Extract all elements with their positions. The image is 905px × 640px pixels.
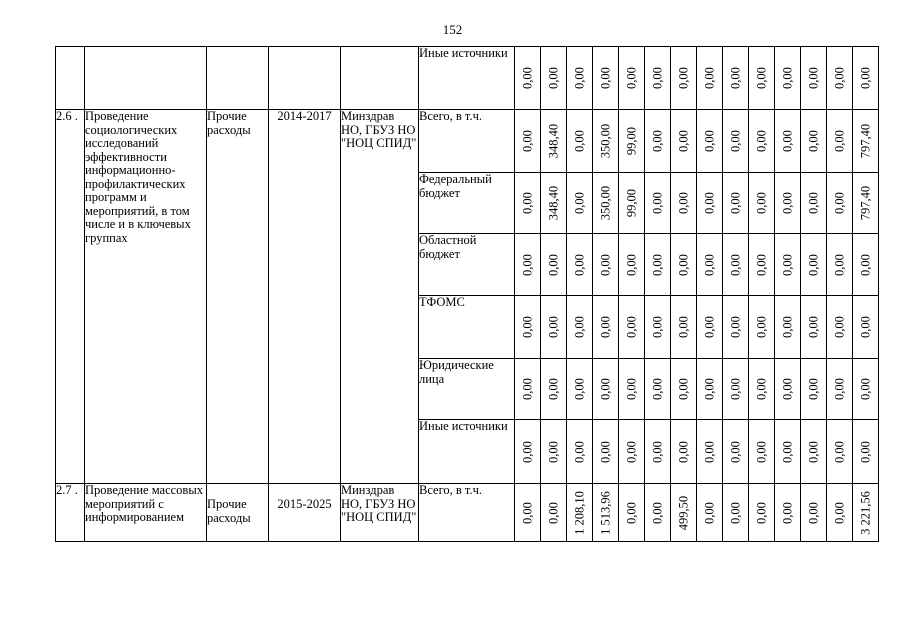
amount-cell xyxy=(723,110,749,173)
item-name: Проведение массовых мероприятий с информированием xyxy=(85,484,207,542)
amount-value: 0,00 xyxy=(753,501,768,524)
amount-value: 0,00 xyxy=(545,253,560,276)
amount-value: 0,00 xyxy=(753,378,768,400)
amount-value: 0,00 xyxy=(545,501,560,524)
amount-cell xyxy=(541,110,567,173)
funding-source: Иные источники xyxy=(419,420,515,484)
amount-cell xyxy=(775,359,801,420)
amount-value: 0,00 xyxy=(727,130,742,152)
amount-value: 0,00 xyxy=(779,130,794,152)
amount-value: 0,00 xyxy=(701,192,716,214)
amount-cell xyxy=(697,359,723,420)
amount-cell xyxy=(697,296,723,359)
amount-cell xyxy=(723,173,749,234)
expense-type xyxy=(207,47,269,110)
amount-cell xyxy=(853,173,879,234)
amount-cell xyxy=(853,484,879,542)
amount-value: 99,00 xyxy=(623,126,638,156)
amount-value: 0,00 xyxy=(649,501,664,524)
amount-cell xyxy=(541,359,567,420)
amount-value: 0,00 xyxy=(649,316,664,338)
amount-cell xyxy=(619,359,645,420)
amount-cell xyxy=(775,173,801,234)
amount-value: 99,00 xyxy=(623,188,638,218)
item-name: Проведение социологических исследований эффективности информационно-профилактических программ и мероприятий, в том числе и в ключевых группах xyxy=(85,110,207,484)
amount-value: 0,00 xyxy=(727,316,742,338)
amount-value: 0,00 xyxy=(597,378,612,400)
table-body xyxy=(56,47,879,542)
amount-value: 0,00 xyxy=(571,130,586,152)
amount-value: 0,00 xyxy=(805,253,820,276)
amount-cell xyxy=(515,296,541,359)
amount-cell xyxy=(749,484,775,542)
amount-value: 0,00 xyxy=(753,67,768,89)
amount-cell xyxy=(645,420,671,484)
amount-cell xyxy=(775,296,801,359)
amount-value: 0,00 xyxy=(831,192,846,214)
amount-value: 0,00 xyxy=(831,440,846,463)
amount-value: 0,00 xyxy=(649,67,664,89)
amount-value: 0,00 xyxy=(519,378,534,400)
amount-cell xyxy=(827,484,853,542)
amount-cell xyxy=(619,110,645,173)
amount-value: 0,00 xyxy=(805,378,820,400)
amount-value: 0,00 xyxy=(675,130,690,152)
executor: Минздрав НО, ГБУЗ НО "НОЦ СПИД" xyxy=(341,110,419,484)
amount-cell xyxy=(567,359,593,420)
amount-cell xyxy=(541,484,567,542)
amount-value: 0,00 xyxy=(675,440,690,463)
amount-value: 0,00 xyxy=(779,253,794,276)
amount-cell xyxy=(749,47,775,110)
amount-value: 0,00 xyxy=(571,440,586,463)
amount-value: 0,00 xyxy=(519,130,534,152)
funding-source: Юридические лица xyxy=(419,359,515,420)
amount-cell xyxy=(697,484,723,542)
amount-cell xyxy=(801,234,827,296)
amount-value: 0,00 xyxy=(857,378,872,400)
amount-cell xyxy=(593,420,619,484)
amount-cell xyxy=(827,110,853,173)
amount-value: 0,00 xyxy=(701,378,716,400)
amount-value: 0,00 xyxy=(857,440,872,463)
amount-value: 0,00 xyxy=(753,253,768,276)
amount-cell xyxy=(593,110,619,173)
amount-value: 0,00 xyxy=(857,67,872,89)
amount-cell xyxy=(541,296,567,359)
amount-value: 0,00 xyxy=(597,253,612,276)
amount-value: 0,00 xyxy=(831,253,846,276)
amount-value: 0,00 xyxy=(701,67,716,89)
amount-value: 0,00 xyxy=(649,253,664,276)
period: 2014-2017 xyxy=(269,110,341,484)
amount-value: 0,00 xyxy=(623,378,638,400)
amount-cell xyxy=(697,234,723,296)
amount-value: 797,40 xyxy=(857,185,872,221)
amount-value: 0,00 xyxy=(571,253,586,276)
amount-cell xyxy=(853,110,879,173)
funding-source: Иные источники xyxy=(419,47,515,110)
amount-cell xyxy=(515,47,541,110)
amount-value: 0,00 xyxy=(727,192,742,214)
amount-cell xyxy=(541,420,567,484)
amount-cell xyxy=(853,47,879,110)
amount-value: 0,00 xyxy=(519,253,534,276)
amount-cell xyxy=(671,173,697,234)
amount-value: 0,00 xyxy=(675,192,690,214)
amount-cell xyxy=(801,359,827,420)
amount-cell xyxy=(645,296,671,359)
amount-cell xyxy=(515,173,541,234)
amount-value: 0,00 xyxy=(727,67,742,89)
amount-cell xyxy=(671,359,697,420)
amount-cell xyxy=(749,420,775,484)
amount-cell xyxy=(671,47,697,110)
amount-value: 0,00 xyxy=(753,130,768,152)
amount-value: 0,00 xyxy=(519,501,534,524)
amount-cell xyxy=(853,420,879,484)
amount-cell xyxy=(697,47,723,110)
amount-cell xyxy=(775,420,801,484)
amount-value: 0,00 xyxy=(779,67,794,89)
amount-value: 0,00 xyxy=(857,253,872,276)
amount-value: 0,00 xyxy=(805,501,820,524)
amount-value: 0,00 xyxy=(805,316,820,338)
amount-cell xyxy=(593,234,619,296)
item-number xyxy=(56,47,85,110)
period: 2015-2025 xyxy=(269,484,341,542)
amount-cell xyxy=(827,296,853,359)
amount-cell xyxy=(645,234,671,296)
amount-cell xyxy=(697,173,723,234)
amount-value: 0,00 xyxy=(597,440,612,463)
amount-value: 0,00 xyxy=(701,316,716,338)
amount-value: 0,00 xyxy=(727,501,742,524)
amount-value: 0,00 xyxy=(675,253,690,276)
amount-cell xyxy=(723,484,749,542)
program-table xyxy=(55,46,879,542)
amount-cell xyxy=(645,484,671,542)
amount-cell xyxy=(593,173,619,234)
amount-cell xyxy=(619,173,645,234)
amount-value: 350,00 xyxy=(597,123,612,159)
executor: Минздрав НО, ГБУЗ НО "НОЦ СПИД" xyxy=(341,484,419,542)
amount-cell xyxy=(645,359,671,420)
amount-cell xyxy=(619,234,645,296)
amount-cell xyxy=(671,420,697,484)
period xyxy=(269,47,341,110)
amount-cell xyxy=(801,420,827,484)
amount-cell xyxy=(593,296,619,359)
item-number: 2.7 . xyxy=(56,484,85,542)
amount-value: 348,40 xyxy=(545,123,560,159)
amount-cell xyxy=(515,359,541,420)
amount-cell xyxy=(567,484,593,542)
amount-cell xyxy=(749,234,775,296)
amount-cell xyxy=(801,484,827,542)
amount-cell xyxy=(697,110,723,173)
table-row xyxy=(56,484,879,542)
amount-cell xyxy=(749,296,775,359)
amount-value: 0,00 xyxy=(753,440,768,463)
amount-value: 0,00 xyxy=(649,378,664,400)
funding-source: Федеральный бюджет xyxy=(419,173,515,234)
amount-value: 0,00 xyxy=(623,253,638,276)
amount-cell xyxy=(567,296,593,359)
amount-cell xyxy=(619,47,645,110)
amount-cell xyxy=(515,110,541,173)
amount-cell xyxy=(619,296,645,359)
funding-source: Всего, в т.ч. xyxy=(419,484,515,542)
amount-cell xyxy=(801,110,827,173)
item-number: 2.6 . xyxy=(56,110,85,484)
amount-value: 0,00 xyxy=(831,378,846,400)
amount-value: 0,00 xyxy=(649,130,664,152)
amount-value: 499,50 xyxy=(675,495,690,530)
funding-source: Всего, в т.ч. xyxy=(419,110,515,173)
amount-value: 0,00 xyxy=(545,440,560,463)
expense-type: Прочие расходы xyxy=(207,110,269,484)
amount-value: 0,00 xyxy=(649,440,664,463)
amount-value: 0,00 xyxy=(779,501,794,524)
amount-value: 0,00 xyxy=(649,192,664,214)
amount-value: 0,00 xyxy=(779,378,794,400)
amount-cell xyxy=(567,110,593,173)
amount-cell xyxy=(515,420,541,484)
amount-value: 0,00 xyxy=(701,253,716,276)
amount-value: 0,00 xyxy=(545,378,560,400)
amount-value: 0,00 xyxy=(805,192,820,214)
amount-cell xyxy=(827,47,853,110)
amount-value: 0,00 xyxy=(519,192,534,214)
amount-value: 0,00 xyxy=(675,316,690,338)
amount-cell xyxy=(671,484,697,542)
amount-cell xyxy=(801,296,827,359)
amount-cell xyxy=(827,234,853,296)
amount-value: 0,00 xyxy=(831,67,846,89)
amount-value: 0,00 xyxy=(701,130,716,152)
amount-value: 1 513,96 xyxy=(597,490,612,535)
amount-value: 0,00 xyxy=(805,130,820,152)
amount-cell xyxy=(827,420,853,484)
funding-source: ТФОМС xyxy=(419,296,515,359)
amount-cell xyxy=(619,484,645,542)
amount-value: 3 221,56 xyxy=(857,490,872,535)
amount-value: 0,00 xyxy=(571,67,586,89)
amount-cell xyxy=(671,296,697,359)
expense-type: Прочие расходы xyxy=(207,484,269,542)
funding-source: Областной бюджет xyxy=(419,234,515,296)
amount-value: 0,00 xyxy=(675,67,690,89)
amount-value: 0,00 xyxy=(831,501,846,524)
amount-value: 0,00 xyxy=(753,192,768,214)
amount-value: 0,00 xyxy=(779,440,794,463)
amount-cell xyxy=(775,47,801,110)
amount-cell xyxy=(723,420,749,484)
amount-cell xyxy=(671,110,697,173)
amount-cell xyxy=(749,173,775,234)
amount-cell xyxy=(619,420,645,484)
amount-cell xyxy=(827,173,853,234)
amount-value: 0,00 xyxy=(545,316,560,338)
amount-value: 348,40 xyxy=(545,185,560,221)
amount-value: 0,00 xyxy=(623,501,638,524)
amount-value: 0,00 xyxy=(753,316,768,338)
amount-cell xyxy=(645,110,671,173)
amount-value: 0,00 xyxy=(571,316,586,338)
table-row xyxy=(56,110,879,173)
amount-cell xyxy=(801,173,827,234)
amount-cell xyxy=(567,173,593,234)
amount-cell xyxy=(775,234,801,296)
amount-cell xyxy=(853,359,879,420)
amount-cell xyxy=(541,234,567,296)
amount-cell xyxy=(645,173,671,234)
amount-cell xyxy=(541,173,567,234)
page-number: 152 xyxy=(442,22,463,37)
amount-cell xyxy=(541,47,567,110)
amount-value: 0,00 xyxy=(831,130,846,152)
amount-value: 0,00 xyxy=(727,253,742,276)
amount-cell xyxy=(723,296,749,359)
amount-value: 0,00 xyxy=(701,440,716,463)
amount-value: 0,00 xyxy=(623,67,638,89)
amount-value: 0,00 xyxy=(779,192,794,214)
amount-cell xyxy=(775,484,801,542)
amount-cell xyxy=(515,234,541,296)
amount-value: 0,00 xyxy=(675,378,690,400)
amount-cell xyxy=(723,359,749,420)
amount-value: 0,00 xyxy=(831,316,846,338)
amount-value: 350,00 xyxy=(597,185,612,221)
amount-cell xyxy=(775,110,801,173)
amount-value: 0,00 xyxy=(805,67,820,89)
amount-value: 1 208,10 xyxy=(571,490,586,535)
amount-value: 797,40 xyxy=(857,123,872,159)
amount-cell xyxy=(749,359,775,420)
amount-cell xyxy=(853,296,879,359)
amount-cell xyxy=(567,420,593,484)
amount-cell xyxy=(567,47,593,110)
amount-value: 0,00 xyxy=(519,440,534,463)
amount-cell xyxy=(671,234,697,296)
amount-cell xyxy=(593,47,619,110)
amount-cell xyxy=(593,359,619,420)
table-row xyxy=(56,47,879,110)
amount-cell xyxy=(749,110,775,173)
amount-value: 0,00 xyxy=(519,316,534,338)
amount-cell xyxy=(645,47,671,110)
amount-value: 0,00 xyxy=(623,316,638,338)
amount-cell xyxy=(567,234,593,296)
amount-cell xyxy=(801,47,827,110)
amount-value: 0,00 xyxy=(519,67,534,89)
amount-value: 0,00 xyxy=(727,440,742,463)
amount-cell xyxy=(827,359,853,420)
amount-cell xyxy=(723,47,749,110)
amount-cell xyxy=(853,234,879,296)
amount-value: 0,00 xyxy=(545,67,560,89)
amount-value: 0,00 xyxy=(597,316,612,338)
amount-value: 0,00 xyxy=(805,440,820,463)
amount-value: 0,00 xyxy=(623,440,638,463)
amount-value: 0,00 xyxy=(857,316,872,338)
amount-value: 0,00 xyxy=(571,378,586,400)
amount-cell xyxy=(697,420,723,484)
amount-value: 0,00 xyxy=(779,316,794,338)
item-name xyxy=(85,47,207,110)
amount-cell xyxy=(593,484,619,542)
amount-value: 0,00 xyxy=(701,501,716,524)
amount-cell xyxy=(723,234,749,296)
amount-value: 0,00 xyxy=(597,67,612,89)
amount-value: 0,00 xyxy=(727,378,742,400)
executor xyxy=(341,47,419,110)
amount-cell xyxy=(515,484,541,542)
amount-value: 0,00 xyxy=(571,192,586,214)
